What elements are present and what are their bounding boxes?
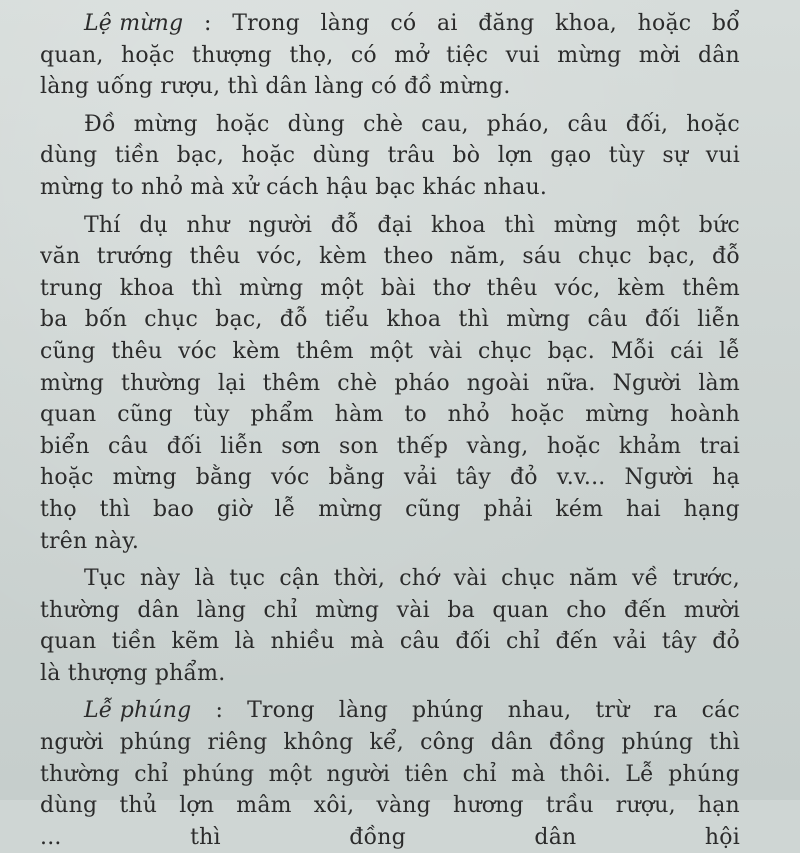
text-line [40, 336, 740, 368]
word: sáu [522, 244, 562, 270]
word: quan, [40, 42, 104, 68]
word: tiệc [446, 42, 489, 68]
word: vải [613, 629, 647, 655]
word: pháo [394, 370, 450, 396]
paragraph [40, 695, 740, 853]
word: : [203, 11, 212, 36]
word: khoa, [555, 11, 617, 36]
word: phúng [668, 761, 740, 787]
word: vui [705, 143, 740, 169]
word: mừng [506, 307, 571, 333]
word: thọ, [289, 42, 334, 68]
word: công [420, 730, 475, 756]
text-line [40, 790, 740, 822]
word: thếp [396, 433, 449, 459]
text-line [40, 727, 740, 759]
word: mừng [315, 597, 380, 623]
word: chục [501, 566, 555, 592]
word: biển [40, 433, 90, 459]
word: dùng [287, 111, 345, 137]
word: ... [40, 824, 62, 850]
word: mừng [553, 212, 618, 238]
word: chè [337, 370, 378, 396]
word: dân [534, 824, 577, 850]
text-line [40, 304, 740, 336]
word: chục [578, 244, 632, 270]
word: tùy [608, 143, 645, 169]
section-heading: Lễ phúng [84, 698, 192, 724]
word: tùy [193, 402, 230, 428]
word: cũng [40, 338, 96, 364]
word: thì [190, 824, 221, 850]
word: mà [350, 629, 385, 655]
word: các [701, 698, 740, 724]
word: hoặc [215, 111, 270, 137]
word: khoa [430, 212, 486, 238]
word: giờ [216, 496, 252, 522]
word: ngoài [466, 370, 530, 396]
text-line [40, 494, 740, 526]
word: năm [569, 566, 618, 592]
word: làng [196, 597, 247, 623]
word: đỗ [330, 212, 359, 238]
word: đối [455, 629, 491, 655]
text-line [40, 626, 740, 658]
word: ai [437, 11, 458, 36]
word: dân [490, 730, 533, 756]
word: bức [698, 212, 740, 238]
word: tiểu [324, 307, 370, 333]
word: tây [661, 629, 697, 655]
text-line [40, 368, 740, 400]
text-line [40, 695, 740, 727]
word: là [194, 566, 216, 592]
word: đồng [548, 730, 606, 756]
word: thêm [262, 370, 321, 396]
word: đối [644, 307, 681, 333]
word: nữa. [546, 370, 596, 396]
word: hoặc [120, 42, 175, 68]
text-line [40, 172, 740, 204]
word: tây [455, 465, 491, 491]
word: hạn [697, 793, 740, 819]
word: văn [40, 244, 81, 270]
word: chục [144, 307, 199, 333]
word: người [40, 730, 104, 756]
text-line [40, 595, 740, 627]
word: làm [698, 370, 740, 396]
word: vóc, [554, 275, 601, 301]
word: kể, [369, 730, 404, 756]
word: Mỗi [610, 338, 655, 364]
word: dân [697, 42, 740, 68]
word: theo [383, 244, 434, 270]
word: vàng [376, 793, 431, 819]
word: cau, [421, 111, 469, 137]
word: một [369, 338, 414, 364]
text-line [40, 273, 740, 305]
word: thường [40, 597, 120, 623]
word: liễn [697, 307, 740, 333]
word: về [632, 566, 659, 592]
word: khoa [119, 275, 175, 301]
word: thì [709, 730, 740, 756]
word: cũng [117, 402, 173, 428]
word: Đồ [84, 111, 116, 137]
word: thêu [486, 275, 538, 301]
word: hoành [670, 402, 740, 428]
line-text: mừng to nhỏ mà xử cách hậu bạc khác nhau. [40, 174, 548, 200]
word: mừng [557, 42, 622, 68]
word: hai [625, 496, 661, 522]
word: phẩm [250, 402, 314, 428]
word: hương [452, 793, 524, 819]
word: Lễ [625, 761, 654, 787]
word: chỉ [505, 629, 541, 655]
word: câu [567, 111, 608, 137]
word: lại [217, 370, 246, 396]
word: làng [338, 698, 388, 724]
word: thôi. [559, 761, 612, 787]
word: một [320, 275, 364, 301]
word: bốn [84, 307, 128, 333]
word: là [234, 629, 256, 655]
text-line [40, 140, 740, 172]
word: kèm [319, 244, 367, 270]
word: đồng [349, 824, 406, 850]
word: dụ [139, 212, 168, 238]
word: bằng [195, 465, 252, 491]
word: lợn [179, 793, 215, 819]
word: bạc, [215, 307, 263, 333]
word: thì [458, 307, 490, 333]
word: đỗ [712, 244, 740, 270]
word: phúng [621, 730, 694, 756]
line-text: làng uống rượu, thì dân làng có đồ mừng. [40, 74, 511, 100]
text-line [40, 462, 740, 494]
word: đến [624, 597, 667, 623]
word: dân [137, 597, 180, 623]
word: chè [363, 111, 404, 137]
paragraph [40, 563, 740, 689]
word: câu [587, 307, 628, 333]
word: hoặc [546, 433, 601, 459]
word: trầu [545, 793, 594, 819]
word: hoặc [686, 111, 740, 137]
word: đỏ [712, 629, 740, 655]
word: cũng [405, 496, 461, 522]
word: to [404, 402, 427, 428]
word: rượu, [615, 793, 676, 819]
word: nhỏ [447, 402, 490, 428]
word: vàng, [466, 433, 529, 459]
word: mừng [40, 370, 105, 396]
word: câu [399, 629, 441, 655]
text-line [40, 8, 740, 40]
word: người [326, 761, 391, 787]
word: thường [40, 761, 120, 787]
word: đỏ [509, 465, 538, 491]
word: thủ [119, 793, 158, 819]
word: khoa [386, 307, 442, 333]
word: thọ [40, 496, 77, 522]
word: năm, [449, 244, 506, 270]
word: nhiều [270, 629, 335, 655]
word: Trong [232, 11, 300, 36]
word: đối, [625, 111, 669, 137]
word: lợn [497, 143, 533, 169]
word: có [390, 11, 417, 36]
word: son [339, 433, 379, 459]
paragraph [40, 8, 740, 103]
word: pháo, [486, 111, 550, 137]
word: như [186, 212, 230, 238]
word: trâu [387, 143, 435, 169]
text-line [40, 563, 740, 595]
word: : [215, 698, 224, 724]
word: thì [191, 275, 223, 301]
word: thêu [189, 244, 241, 270]
word: dùng [40, 143, 98, 169]
word: mà [511, 761, 546, 787]
line-text: trên này. [40, 528, 140, 554]
word: Người [624, 465, 694, 491]
word: phải [483, 496, 533, 522]
word: sơn [281, 433, 321, 459]
word: dùng [40, 793, 98, 819]
word: quan [492, 597, 549, 623]
word: thường [121, 370, 201, 396]
word: thêm [296, 338, 354, 364]
word: vóc [178, 338, 217, 364]
word: mừng [585, 402, 650, 428]
text-line [40, 109, 740, 141]
word: bạc, [648, 244, 696, 270]
word: phúng [412, 698, 484, 724]
word: kẽm [171, 629, 220, 655]
word: câu [108, 433, 149, 459]
word: mừng [112, 465, 177, 491]
text-line [40, 399, 740, 431]
word: trung [40, 275, 103, 301]
word: quan [40, 629, 97, 655]
word: mừng [318, 496, 383, 522]
word: mừng [133, 111, 198, 137]
word: đến [555, 629, 598, 655]
word: vóc [270, 465, 310, 491]
word: nhau, [507, 698, 572, 724]
word: mở [394, 42, 429, 68]
word: quan [40, 402, 97, 428]
word: hoặc [241, 143, 296, 169]
word: vui [505, 42, 540, 68]
word: riêng [207, 730, 268, 756]
word: sự [662, 143, 689, 169]
word: v.v... [556, 465, 606, 491]
word: không [283, 730, 354, 756]
word: ba [40, 307, 68, 333]
word: này [139, 566, 181, 592]
word: vài [429, 338, 463, 364]
word: bao [153, 496, 195, 522]
word: khảm [618, 433, 682, 459]
word: cho [566, 597, 607, 623]
word: thơ [432, 275, 470, 301]
word: ra [653, 698, 678, 724]
line-text: là thượng phẩm. [40, 660, 226, 686]
text-line [40, 658, 740, 690]
word: chỉ [134, 761, 169, 787]
word: một [268, 761, 313, 787]
word: một [636, 212, 681, 238]
word: kém [555, 496, 604, 522]
word: thêm [682, 275, 740, 301]
word: trướng [96, 244, 174, 270]
word: chỉ [462, 761, 497, 787]
word: kèm [232, 338, 281, 364]
text-line [40, 71, 740, 103]
word: tiền [111, 629, 157, 655]
word: chỉ [263, 597, 298, 623]
word: thêu [111, 338, 163, 364]
word: kèm [617, 275, 666, 301]
word: Trong [247, 698, 315, 724]
word: bằng [328, 465, 385, 491]
text-line [40, 241, 740, 273]
word: hoặc [510, 402, 565, 428]
word: bạc, [176, 143, 225, 169]
word: chớ [399, 566, 440, 592]
word: phúng [119, 730, 192, 756]
word: gạo [550, 143, 592, 169]
word: trước, [672, 566, 740, 592]
word: đại [377, 212, 413, 238]
word: thì [99, 496, 131, 522]
word: ba [447, 597, 475, 623]
word: tục [229, 566, 266, 592]
word: liễn [220, 433, 263, 459]
word: dùng [312, 143, 370, 169]
word: bò [452, 143, 481, 169]
word: hạ [712, 465, 740, 491]
word: hoặc [40, 465, 94, 491]
word: thì [504, 212, 535, 238]
word: hội [704, 824, 740, 850]
word: mời [638, 42, 681, 68]
word: cận [279, 566, 320, 592]
text-line [40, 526, 740, 558]
word: trừ [595, 698, 630, 724]
word: phúng [182, 761, 255, 787]
word: mười [683, 597, 740, 623]
word: cái [670, 338, 704, 364]
word: vóc, [256, 244, 303, 270]
word: tiên [404, 761, 449, 787]
word: vải [403, 465, 437, 491]
word: Người [612, 370, 682, 396]
word: bạc. [547, 338, 595, 364]
word: bài [380, 275, 416, 301]
word: hàm [334, 402, 384, 428]
text-line [40, 210, 740, 242]
word: bổ [711, 11, 740, 36]
text-line [40, 759, 740, 791]
word: đỗ [279, 307, 308, 333]
text-line [40, 822, 740, 853]
word: đối [166, 433, 202, 459]
word: người [248, 212, 313, 238]
word: vài [396, 597, 430, 623]
word: vài [453, 566, 487, 592]
word: xôi, [313, 793, 355, 819]
word: mừng [239, 275, 304, 301]
word: tiền [114, 143, 160, 169]
word: hạng [683, 496, 740, 522]
page-text [40, 8, 740, 853]
text-line [40, 431, 740, 463]
word: trai [699, 433, 740, 459]
word: có [350, 42, 377, 68]
word: thời, [333, 566, 386, 592]
word: đăng [478, 11, 535, 36]
section-heading: Lệ mừng [84, 11, 184, 36]
word: lễ [274, 496, 296, 522]
text-line [40, 40, 740, 72]
word: làng [320, 11, 370, 36]
paragraph [40, 210, 740, 558]
word: Thí [84, 212, 121, 238]
word: hoặc [637, 11, 692, 36]
word: mâm [236, 793, 292, 819]
word: chục [478, 338, 532, 364]
word: Tục [84, 566, 126, 592]
paragraph [40, 109, 740, 204]
word: lễ [719, 338, 740, 364]
word: thượng [192, 42, 272, 68]
